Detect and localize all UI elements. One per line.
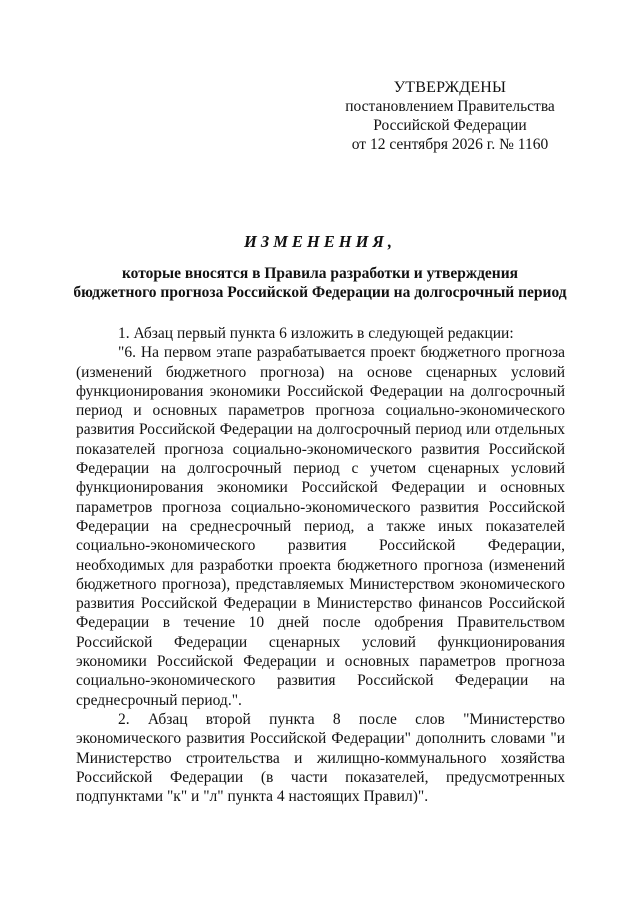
approval-line-2: Российской Федерации: [373, 117, 527, 134]
document-title: ИЗМЕНЕНИЯ,: [244, 232, 396, 251]
approval-line-1: постановлением Правительства: [345, 98, 555, 115]
paragraph-1: 1. Абзац первый пункта 6 изложить в следующей редакции:: [118, 325, 514, 342]
paragraph-3: 2. Абзац второй пункта 8 после слов "Министерство экономического развития Российской Федерации" дополнить словами "и Министерство строительства и жилищно-коммунального хозяйства Российской Федерации (в части показателей, предусмотренных подпунктами "к" и "л" пункта 4 настоящих Правил)".: [76, 710, 565, 806]
paragraph-2: "6. На первом этапе разрабатывается проект бюджетного прогноза (изменений бюджетного прогноза) на основе сценарных условий функционирования экономики Российской Федерации на долгосрочный период и основных параметров прогноза социально-экономического развития Российской Федерации на долгосрочный период или отдельных показателей прогноза социально-экономического развития Российской Федерации на долгосрочный период с учетом сценарных условий функционирования экономики Российской Федерации и основных параметров прогноза социально-экономического развития Российской Федерации на среднесрочный период, а также иных показателей социально-экономического развития Российской Федерации, необходимых для разработки проекта бюджетного прогноза (изменений бюджетного прогноза), представляемых Министерством экономического развития Российской Федерации в Министерство финансов Российской Федерации в течение 10 дней после одобрения Правительством Российской Федерации сценарных условий функционирования экономики Российской Федерации и основных параметров прогноза социально-экономического развития Российской Федерации на среднесрочный период.".: [76, 344, 565, 709]
document-body: [76, 324, 565, 806]
document-subtitle-line-2: бюджетного прогноза Российской Федерации на долгосрочный период: [73, 284, 567, 301]
document-title-block: [60, 232, 580, 302]
document-subtitle-line-1: которые вносятся в Правила разработки и утверждения: [121, 265, 519, 282]
approval-stamp: [330, 78, 570, 154]
approval-line-3: от 12 сентября 2026 г. № 1160: [351, 136, 549, 153]
approval-heading: УТВЕРЖДЕНЫ: [393, 79, 507, 96]
